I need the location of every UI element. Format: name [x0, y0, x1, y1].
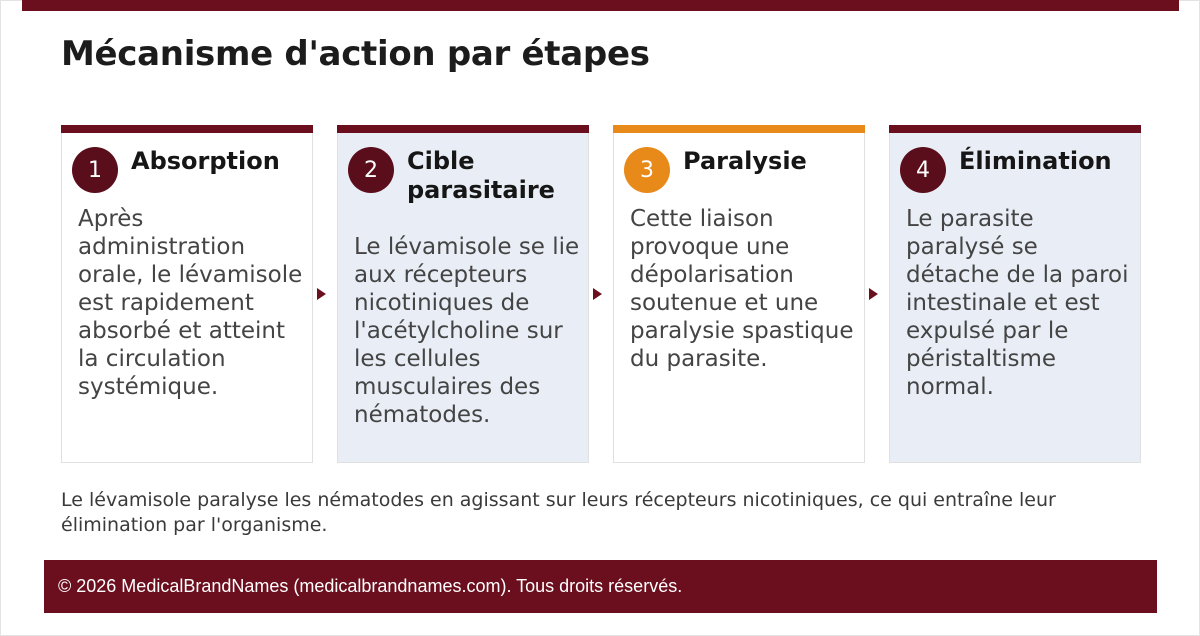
step-card-accent-bar	[613, 125, 865, 133]
step-heading: Élimination	[959, 147, 1112, 175]
step-card-accent-bar	[61, 125, 313, 133]
summary-text: Le lévamisole paralyse les nématodes en agissant sur leurs récepteurs nicotiniques, ce qui entraîne leur élimination par l'organisme.	[61, 489, 1056, 536]
step-number-badge: 4	[900, 147, 946, 193]
step-card-accent-bar	[337, 125, 589, 133]
step-description: Le parasite paralysé se détache de la paroi intestinale et est expulsé par le péristaltisme normal.	[906, 206, 1129, 400]
top-accent-bar	[22, 0, 1179, 11]
step-number-badge: 2	[348, 147, 394, 193]
copyright-text: © 2026 MedicalBrandNames (medicalbrandnames.com). Tous droits réservés.	[58, 576, 683, 596]
step-card-elimination	[889, 125, 1141, 463]
arrow-right-icon	[317, 288, 326, 300]
footer-bar	[44, 560, 1157, 613]
step-heading: Absorption	[131, 147, 280, 175]
arrow-right-icon	[869, 288, 878, 300]
step-card-paralysis	[613, 125, 865, 463]
step-description: Après administration orale, le lévamisole est rapidement absorbé et atteint la circulation systémique.	[78, 206, 303, 400]
step-description: Le lévamisole se lie aux récepteurs nicotiniques de l'acétylcholine sur les cellules musculaires des nématodes.	[354, 234, 580, 428]
step-number-badge: 3	[624, 147, 670, 193]
step-number-badge: 1	[72, 147, 118, 193]
step-heading: Paralysie	[683, 147, 807, 175]
step-card-absorption	[61, 125, 313, 463]
arrow-right-icon	[593, 288, 602, 300]
step-card-accent-bar	[889, 125, 1141, 133]
page-title: Mécanisme d'action par étapes	[61, 34, 650, 74]
step-description: Cette liaison provoque une dépolarisation soutenue et une paralysie spastique du parasite.	[630, 206, 854, 372]
step-heading: Cible parasitaire	[407, 147, 555, 204]
step-card-target	[337, 125, 589, 463]
